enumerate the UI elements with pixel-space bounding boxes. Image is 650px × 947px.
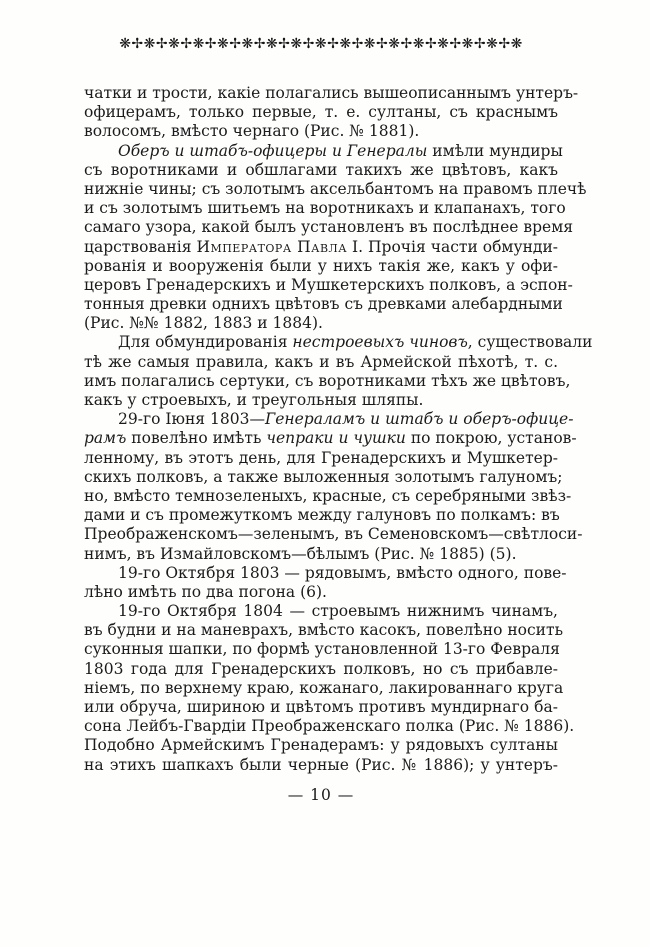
text-line <box>84 621 564 640</box>
text-run: Подобно Армейскимъ Гренадерамъ: у рядовыхъ султаны <box>84 736 558 755</box>
text-line <box>84 449 558 468</box>
text-run: Преображенскомъ—зеленымъ, въ Семеновскомъ—свѣтлоси- <box>84 525 583 544</box>
text-run: ленному, въ этотъ день, для Гренадерскихъ и Мушкетер- <box>84 448 558 467</box>
text-run: тѣ же самыя правила, какъ и въ Армейской пѣхотѣ, т. с. <box>84 352 558 371</box>
text-run: на этихъ шапкахъ были черные (Рис. № 1886); у унтеръ- <box>84 755 558 774</box>
text-run: скихъ полковъ, а также выложенныя золотымъ галуномъ; <box>84 467 563 486</box>
header-ornament: ❋✢❋✢❋✢❋✢❋✢❋✢❋✢❋✢❋✢❋✢❋✢❋✢❋✢❋✢❋✢❋✢❋ <box>119 36 523 52</box>
text-line <box>84 486 572 506</box>
text-run: и съ золотымъ шитьемъ на воротникахъ и клапанахъ, того <box>84 199 566 218</box>
text-line <box>84 218 574 237</box>
text-run: церовъ Гренадерскихъ и Мушкетерскихъ полковъ, а эспон- <box>84 275 573 294</box>
text-run: 29-го Іюня 1803— <box>118 410 265 429</box>
italic-run: чепраки и чушки <box>266 429 406 448</box>
text-line <box>84 275 573 295</box>
text-run: (Рис. №№ 1882, 1883 и 1884). <box>84 314 323 333</box>
text-line <box>84 698 558 717</box>
italic-run: нестроевыхъ чиновъ <box>292 333 468 352</box>
text-run: сона Лейбъ-Гвардіи Преображенскаго полка (Рис. № 1886). <box>84 717 575 736</box>
text-line <box>84 756 558 775</box>
text-line <box>84 736 558 755</box>
text-line <box>84 467 563 487</box>
text-run: повелѣно имѣть <box>126 429 267 448</box>
italic-run: Оберъ и штабъ-офицеры и Генералы <box>118 141 428 160</box>
text-run: имѣли мундиры <box>427 141 563 160</box>
text-line <box>84 84 579 103</box>
italic-run: Генераламъ и штабъ и оберъ-офице- <box>264 410 574 429</box>
text-run: въ будни и на маневрахъ, вмѣсто касокъ, повелѣно носить <box>84 621 564 640</box>
text-run: волосомъ, вмѣсто чернаго (Рис. № 1881). <box>84 122 420 141</box>
text-run: суконныя шапки, по формѣ установленной 13-го Февраля <box>84 640 560 659</box>
text-run: по покрою, установ- <box>405 429 577 448</box>
text-line <box>84 257 558 276</box>
text-run: Для обмундированія <box>118 333 293 352</box>
text-line <box>84 525 583 544</box>
text-run: 19-го Октября 1803 — рядовымъ, вмѣсто одного, пове- <box>118 563 567 582</box>
text-run: самаго узора, какой былъ установленъ въ послѣднее время <box>84 218 574 237</box>
text-line <box>84 506 558 525</box>
text-line <box>84 199 566 218</box>
text-line <box>84 717 575 736</box>
text-run: чатки и трости, какіе полагались вышеописаннымъ унтеръ- <box>84 84 579 102</box>
text-line <box>84 545 558 564</box>
text-line <box>84 161 558 180</box>
text-line <box>84 660 558 679</box>
text-line <box>84 410 574 429</box>
italic-run: рамъ <box>84 429 127 448</box>
text-run: лѣно имѣть по два погона (6). <box>84 582 327 601</box>
smallcaps-run: Императора Павла <box>196 237 348 256</box>
text-run: 19-го Октября 1804 — строевымъ нижнимъ чинамъ, <box>118 602 558 621</box>
text-line <box>84 391 558 410</box>
text-run: дами и съ промежуткомъ между галуновъ по полкамъ: въ <box>84 506 560 525</box>
text-line <box>84 583 558 602</box>
text-line <box>84 602 558 621</box>
text-run: царствованія <box>84 237 197 256</box>
text-run: нимъ, въ Измайловскомъ—бѣлымъ (Рис. № 1885) (5). <box>84 544 517 563</box>
text-run: имъ полагались сертуки, съ воротниками тѣхъ же цвѣтовъ, <box>84 371 571 390</box>
text-line <box>84 353 558 372</box>
text-run: ніемъ, по верхнему краю, кожанаго, лакированнаго круга <box>84 678 564 697</box>
text-run: съ воротниками и обшлагами такихъ же цвѣтовъ, какъ <box>84 160 558 179</box>
text-run: , существовали <box>467 333 593 352</box>
text-run: какъ у строевыхъ, и треугольныя шляпы. <box>84 391 424 409</box>
text-line <box>84 122 558 141</box>
text-line <box>84 371 571 391</box>
text-block <box>84 84 593 775</box>
text-run: I. Прочія части обмунди- <box>347 237 559 256</box>
text-run: 1803 года для Гренадерскихъ полковъ, но съ прибавле- <box>84 659 558 678</box>
text-run: офицерамъ, только первые, т. е. султаны, съ краснымъ <box>84 103 558 122</box>
text-run: нижніе чины; съ золотымъ аксельбантомъ на правомъ плечѣ <box>84 179 587 198</box>
page-number: — 10 — <box>287 786 355 804</box>
text-line <box>84 314 558 333</box>
text-line <box>84 295 563 314</box>
text-run: но, вмѣсто темнозеленыхъ, красные, съ серебряными звѣз- <box>84 486 572 505</box>
text-line <box>84 179 587 199</box>
text-line <box>84 103 558 122</box>
text-line <box>84 333 593 352</box>
text-line <box>84 141 563 161</box>
text-line <box>84 238 558 257</box>
text-line <box>84 563 567 583</box>
text-run: тонныя древки однихъ цвѣтовъ съ древками алебардными <box>84 295 563 314</box>
text-line <box>84 678 564 698</box>
text-run: или обруча, шириною и цвѣтомъ противъ мундирнаго ба- <box>84 698 558 716</box>
text-line <box>84 429 577 448</box>
text-line <box>84 640 558 659</box>
text-run: рованія и вооруженія были у нихъ такія же, какъ у офи- <box>84 256 558 275</box>
